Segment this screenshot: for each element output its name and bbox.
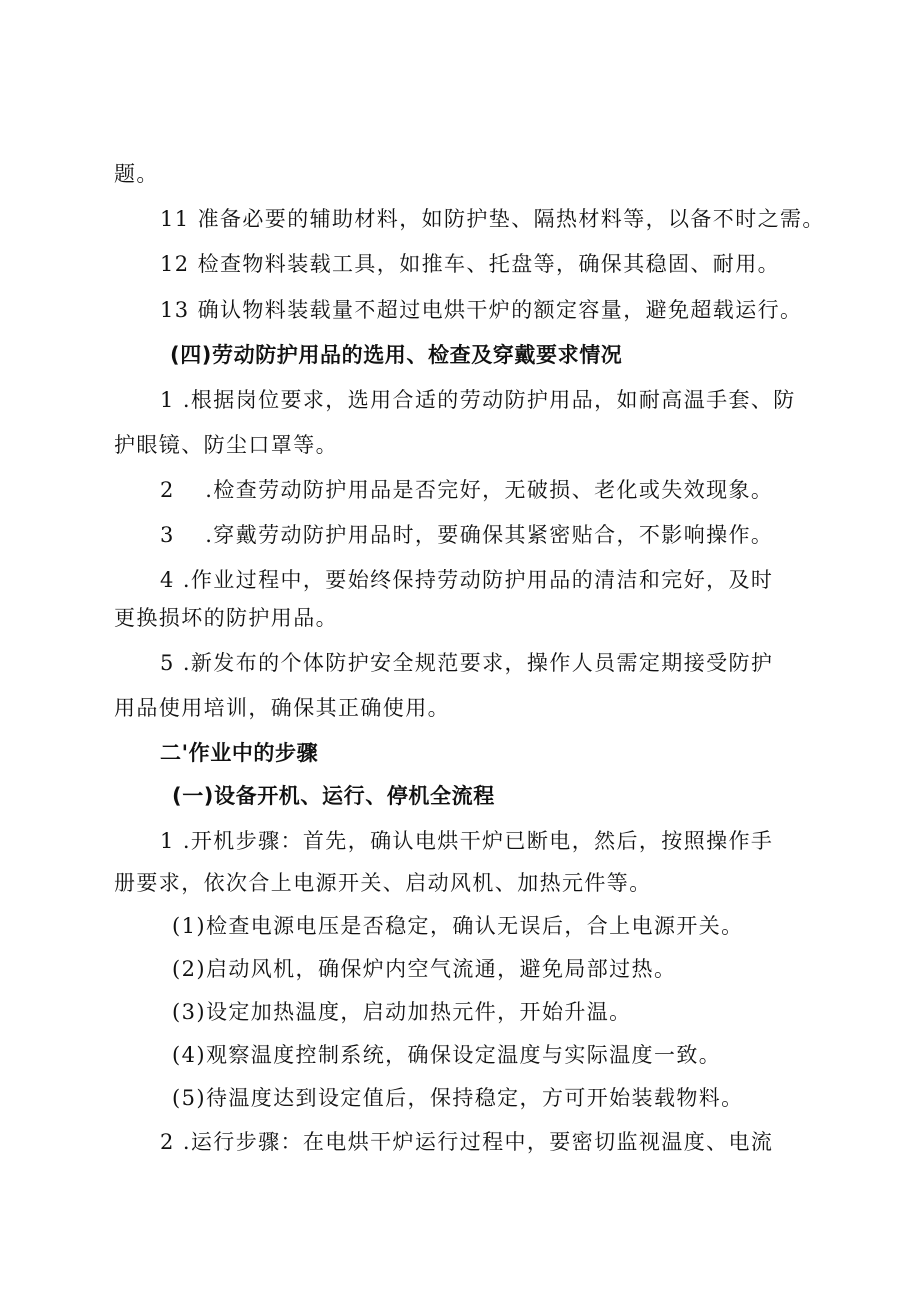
step-2: (2)启动风机，确保炉内空气流通，避免局部过热。: [172, 957, 677, 981]
text-line-4: 13 确认物料装载量不超过电烘干炉的额定容量，避免超载运行。: [160, 298, 803, 322]
section-heading-4: (四)劳动防护用品的选用、检查及穿戴要求情况: [170, 343, 623, 367]
step-5: (5)待温度达到设定值后，保持稳定，方可开始装载物料。: [172, 1086, 744, 1110]
text-line-17: 册要求，依次合上电源开关、启动风机、加热元件等。: [114, 871, 652, 895]
text-line-13: 用品使用培训，确保其正确使用。: [114, 696, 450, 720]
text-line-11: 更换损坏的防护用品。: [114, 606, 338, 630]
text-line-3: 12 检查物料装载工具，如推车、托盘等，确保其稳固、耐用。: [160, 252, 780, 276]
chapter-heading-2: 二'作业中的步骤: [160, 741, 319, 765]
text-line-8: 2 .检查劳动防护用品是否完好，无破损、老化或失效现象。: [160, 478, 774, 502]
text-line-2: 11 准备必要的辅助材料，如防护垫、隔热材料等，以备不时之需。: [160, 207, 825, 231]
text-line-9: 3 .穿戴劳动防护用品时，要确保其紧密贴合，不影响操作。: [160, 523, 774, 547]
text-line-12: 5 .新发布的个体防护安全规范要求，操作人员需定期接受防护: [160, 651, 774, 675]
text-line-7: 护眼镜、防尘口罩等。: [114, 433, 338, 457]
step-4: (4)观察温度控制系统，确保设定温度与实际温度一致。: [172, 1043, 722, 1067]
text-line-1: 题。: [114, 162, 159, 186]
text-line-6: 1 .根据岗位要求，选用合适的劳动防护用品，如耐高温手套、防: [160, 388, 796, 412]
step-1: (1)检查电源电压是否稳定，确认无误后，合上电源开关。: [172, 914, 744, 938]
section-heading-1: (一)设备开机、运行、停机全流程: [172, 784, 495, 808]
text-line-16: 1 .开机步骤：首先，确认电烘干炉已断电，然后，按照操作手: [160, 829, 774, 853]
step-3: (3)设定加热温度，启动加热元件，开始升温。: [172, 1000, 632, 1024]
text-line-23: 2 .运行步骤：在电烘干炉运行过程中，要密切监视温度、电流: [160, 1130, 774, 1154]
text-line-10: 4 .作业过程中，要始终保持劳动防护用品的清洁和完好，及时: [160, 568, 774, 592]
